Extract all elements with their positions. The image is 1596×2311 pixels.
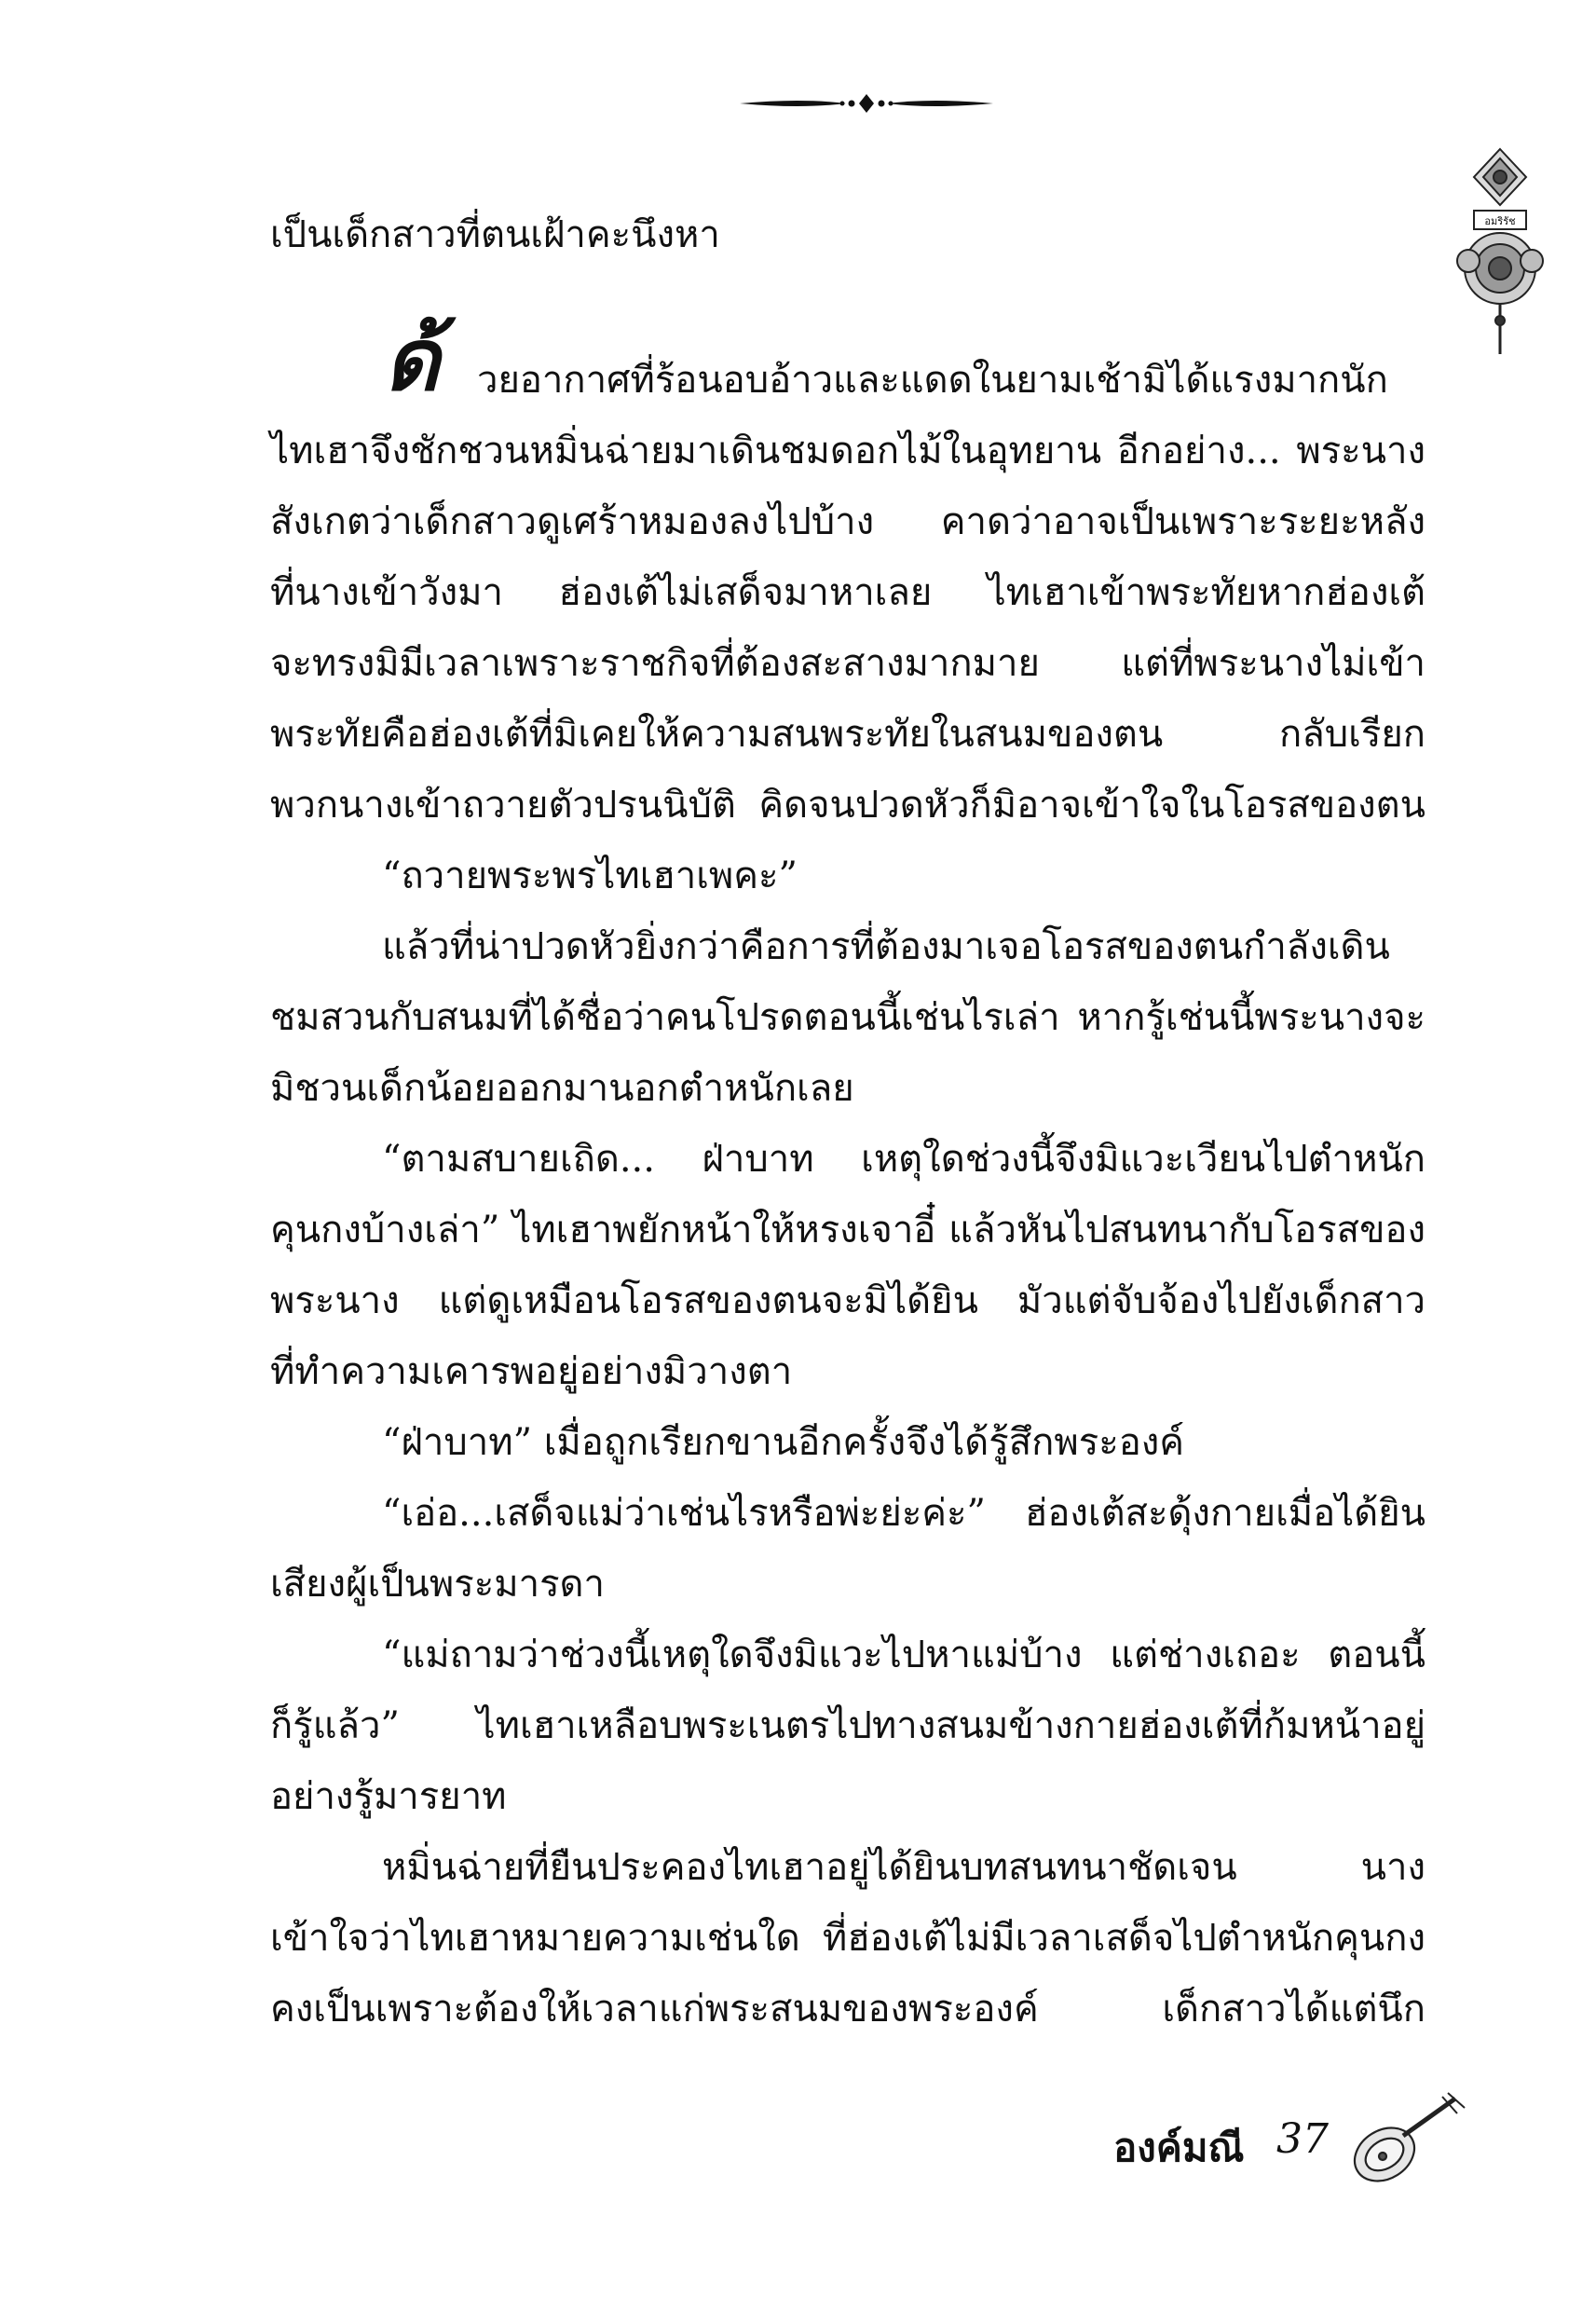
text-line: “ตามสบายเถิด... ฝ่าบาท เหตุใดช่วงนี้จึงมิแวะเวียนไปตำหนัก <box>382 1138 1425 1181</box>
page-number: 37 <box>1276 2115 1329 2163</box>
text-line: มิชวนเด็กน้อยออกมานอกตำหนักเลย <box>270 1067 854 1110</box>
text-line: อย่างรู้มารยาท <box>270 1775 507 1818</box>
footer-book-title: องค์มณี <box>1113 2125 1245 2170</box>
text-line: คุนกงบ้างเล่า” ไทเฮาพยักหน้าให้หรงเจาอี๋ แล้วหันไปสนทนากับโอรสของ <box>270 1209 1425 1251</box>
lute-icon <box>1342 2087 1472 2190</box>
text-line: สังเกตว่าเด็กสาวดูเศร้าหมองลงไปบ้าง คาดว่าอาจเป็นเพราะระยะหลัง <box>270 500 1425 543</box>
text-line: พระนาง แต่ดูเหมือนโอรสของตนจะมิได้ยิน มัวแต่จับจ้องไปยังเด็กสาว <box>270 1279 1425 1322</box>
text-line: เป็นเด็กสาวที่ตนเฝ้าคะนึงหา <box>270 213 720 256</box>
text-line: “ฝ่าบาท” เมื่อถูกเรียกขานอีกครั้งจึงได้รู้สึกพระองค์ <box>382 1421 1185 1464</box>
text-line: ที่ทำความเคารพอยู่อย่างมิวางตา <box>270 1350 793 1393</box>
text-line: จะทรงมิมีเวลาเพราะราชกิจที่ต้องสะสางมากมาย แต่ที่พระนางไม่เข้า <box>270 642 1425 685</box>
text-line: แล้วที่น่าปวดหัวยิ่งกว่าคือการที่ต้องมาเจอโอรสของตนกำลังเดิน <box>382 925 1390 968</box>
paragraph-opening <box>270 309 1425 410</box>
text-line: เข้าใจว่าไทเฮาหมายความเช่นใด ที่ฮ่องเต้ไม่มีเวลาเสด็จไปตำหนักคุนกง <box>270 1917 1425 1960</box>
text-line: ก็รู้แล้ว” ไทเฮาเหลือบพระเนตรไปทางสนมข้างกายฮ่องเต้ที่ก้มหน้าอยู่ <box>270 1704 1425 1747</box>
decorative-ornament-icon <box>1435 130 1565 363</box>
text-line: ชมสวนกับสนมที่ได้ชื่อว่าคนโปรดตอนนี้เช่นไรเล่า หากรู้เช่นนี้พระนางจะ <box>270 996 1425 1039</box>
text-line: “ถวายพระพรไทเฮาเพคะ” <box>382 855 798 897</box>
section-divider-icon <box>736 89 997 117</box>
text-line: คงเป็นเพราะต้องให้เวลาแก่พระสนมของพระองค์ เด็กสาวได้แต่นึก <box>270 1988 1425 2031</box>
text-line: วยอากาศที่ร้อนอบอ้าวและแดดในยามเช้ามิได้แรงมากนัก <box>477 359 1388 402</box>
drop-cap: ด้ <box>384 309 440 410</box>
text-line: “เอ่อ...เสด็จแม่ว่าเช่นไรหรือพ่ะย่ะค่ะ” ฮ่องเต้สะดุ้งกายเมื่อได้ยิน <box>382 1492 1425 1535</box>
text-line: “แม่ถามว่าช่วงนี้เหตุใดจึงมิแวะไปหาแม่บ้าง แต่ช่างเถอะ ตอนนี้ <box>382 1634 1425 1676</box>
text-line: ที่นางเข้าวังมา ฮ่องเต้ไม่เสด็จมาหาเลย ไทเฮาเข้าพระทัยหากฮ่องเต้ <box>270 571 1425 614</box>
text-line: พวกนางเข้าถวายตัวปรนนิบัติ คิดจนปวดหัวก็มิอาจเข้าใจในโอรสของตน <box>270 784 1425 827</box>
ornament-stamp-text: อมริรัช <box>1484 215 1516 227</box>
text-line: ไทเฮาจึงชักชวนหมิ่นฉ่ายมาเดินชมดอกไม้ในอุทยาน อีกอย่าง... พระนาง <box>270 430 1425 472</box>
text-line: พระทัยคือฮ่องเต้ที่มิเคยให้ความสนพระทัยในสนมของตน กลับเรียก <box>270 713 1425 756</box>
text-line: หมิ่นฉ่ายที่ยืนประคองไทเฮาอยู่ได้ยินบทสนทนาชัดเจน นาง <box>382 1846 1425 1889</box>
text-line: เสียงผู้เป็นพระมารดา <box>270 1563 605 1606</box>
